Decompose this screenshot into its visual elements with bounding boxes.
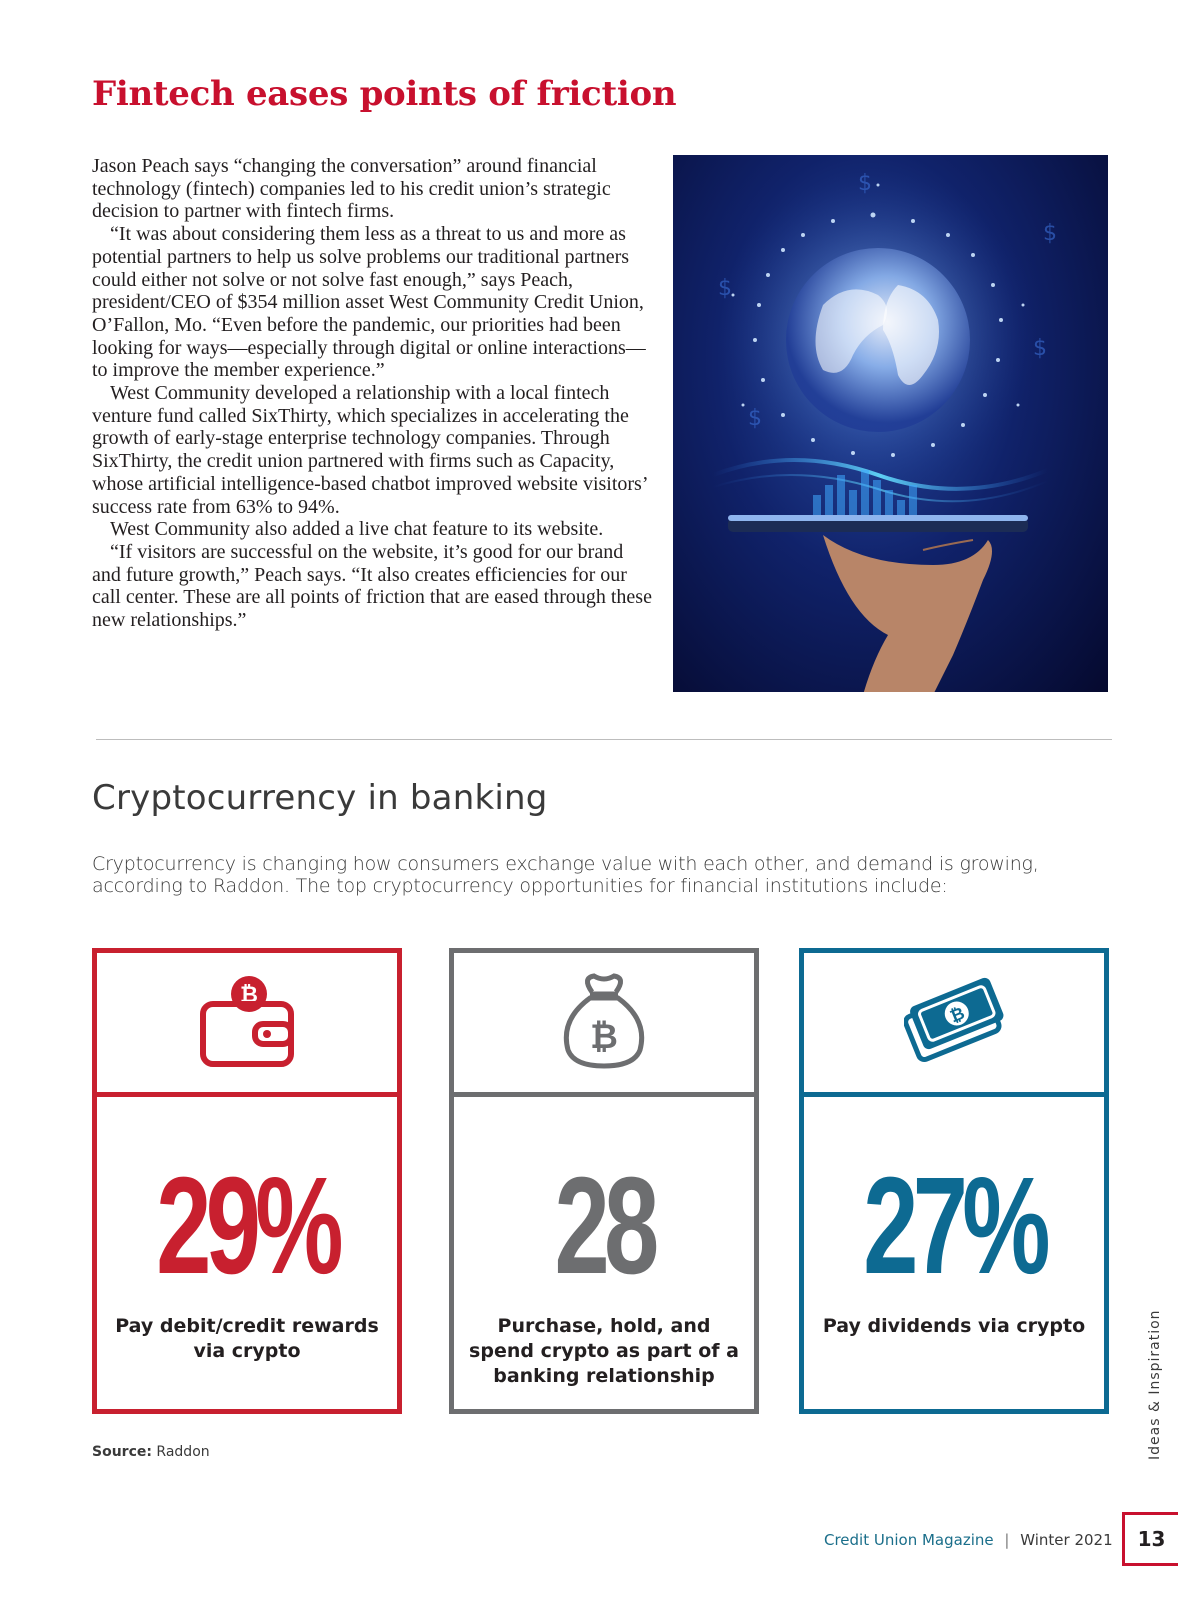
stat-value: 29% (156, 1149, 338, 1303)
section-side-tab: Ideas & Inspiration (1147, 1309, 1163, 1460)
article-paragraph: West Community also added a live chat feature to its website. (110, 518, 604, 541)
article-paragraph: West Community developed a relationship with a local fintech venture fund called SixThirty, which specializes in accelerating the growth of early-stage enterprise technology companies. Through SixThirty, the credit union partnered with firms such as Capacity, whose artificial intelligence-based chatbot improved website visitors’ success rate from 63% to 94%. (92, 382, 648, 518)
article-title: Fintech eases points of friction (92, 74, 677, 114)
source-note (92, 1444, 210, 1460)
bitcoin-banknote-icon (904, 970, 1004, 1070)
svg-text:$: $ (1043, 221, 1057, 246)
stat-label: Pay debit/credit rewards via crypto (115, 1315, 379, 1362)
svg-text:₿: ₿ (240, 983, 258, 1008)
source-label: Source: (92, 1444, 152, 1460)
page-number: 13 (1122, 1512, 1178, 1566)
bitcoin-money-bag-icon (554, 970, 654, 1070)
svg-text:$: $ (858, 171, 872, 196)
article-paragraph: “If visitors are successful on the website, it’s good for our brand and future growth,” Peach says. “It also creates efficiencies for our call center. These are all points of friction that are eased through these new relationships.” (92, 540, 652, 632)
article-paragraph: “It was about considering them less as a threat to us and more as potential partners to help us solve problems our traditional partners could either not solve or not solve fast enough,” says Peach, president/CEO of $354 million asset West Community Credit Union, O’Fallon, Mo. “Even before the pandemic, our priorities had been looking for ways—especially through digital or online interactions—to improve the member experience.” (92, 223, 646, 382)
svg-text:₿: ₿ (590, 1017, 618, 1057)
svg-text:₿: ₿ (947, 1003, 968, 1028)
footer-separator: | (1004, 1531, 1010, 1549)
stat-label: Purchase, hold, and spend crypto as part of a banking relationship (469, 1315, 739, 1387)
page-footer (824, 1531, 1113, 1549)
source-value: Raddon (156, 1444, 210, 1460)
issue-label: Winter 2021 (1020, 1531, 1113, 1549)
globe-on-tablet-illustration (673, 155, 1108, 692)
stat-value: 28 (554, 1149, 654, 1303)
crypto-section-title: Cryptocurrency in banking (92, 778, 548, 818)
svg-text:$: $ (718, 276, 732, 301)
crypto-stat-card (799, 948, 1109, 1414)
svg-text:$: $ (748, 406, 762, 431)
stat-value: 27% (863, 1149, 1045, 1303)
stat-label: Pay dividends via crypto (822, 1315, 1086, 1337)
crypto-stat-card (449, 948, 759, 1414)
fintech-globe-tablet-photo (673, 155, 1108, 692)
article-paragraph: Jason Peach says “changing the conversation” around financial technology (fintech) companies led to his credit union’s strategic decision to partner with fintech firms. (92, 155, 611, 223)
article-body (92, 155, 652, 632)
bitcoin-wallet-icon (197, 970, 297, 1070)
section-divider (96, 739, 1112, 740)
svg-text:$: $ (1033, 336, 1047, 361)
magazine-name: Credit Union Magazine (824, 1531, 994, 1549)
crypto-intro: Cryptocurrency is changing how consumers exchange value with each other, and demand is growing, according to Raddon. The top cryptocurrency opportunities for financial institutions include: (92, 853, 1039, 897)
crypto-stat-card (92, 948, 402, 1414)
